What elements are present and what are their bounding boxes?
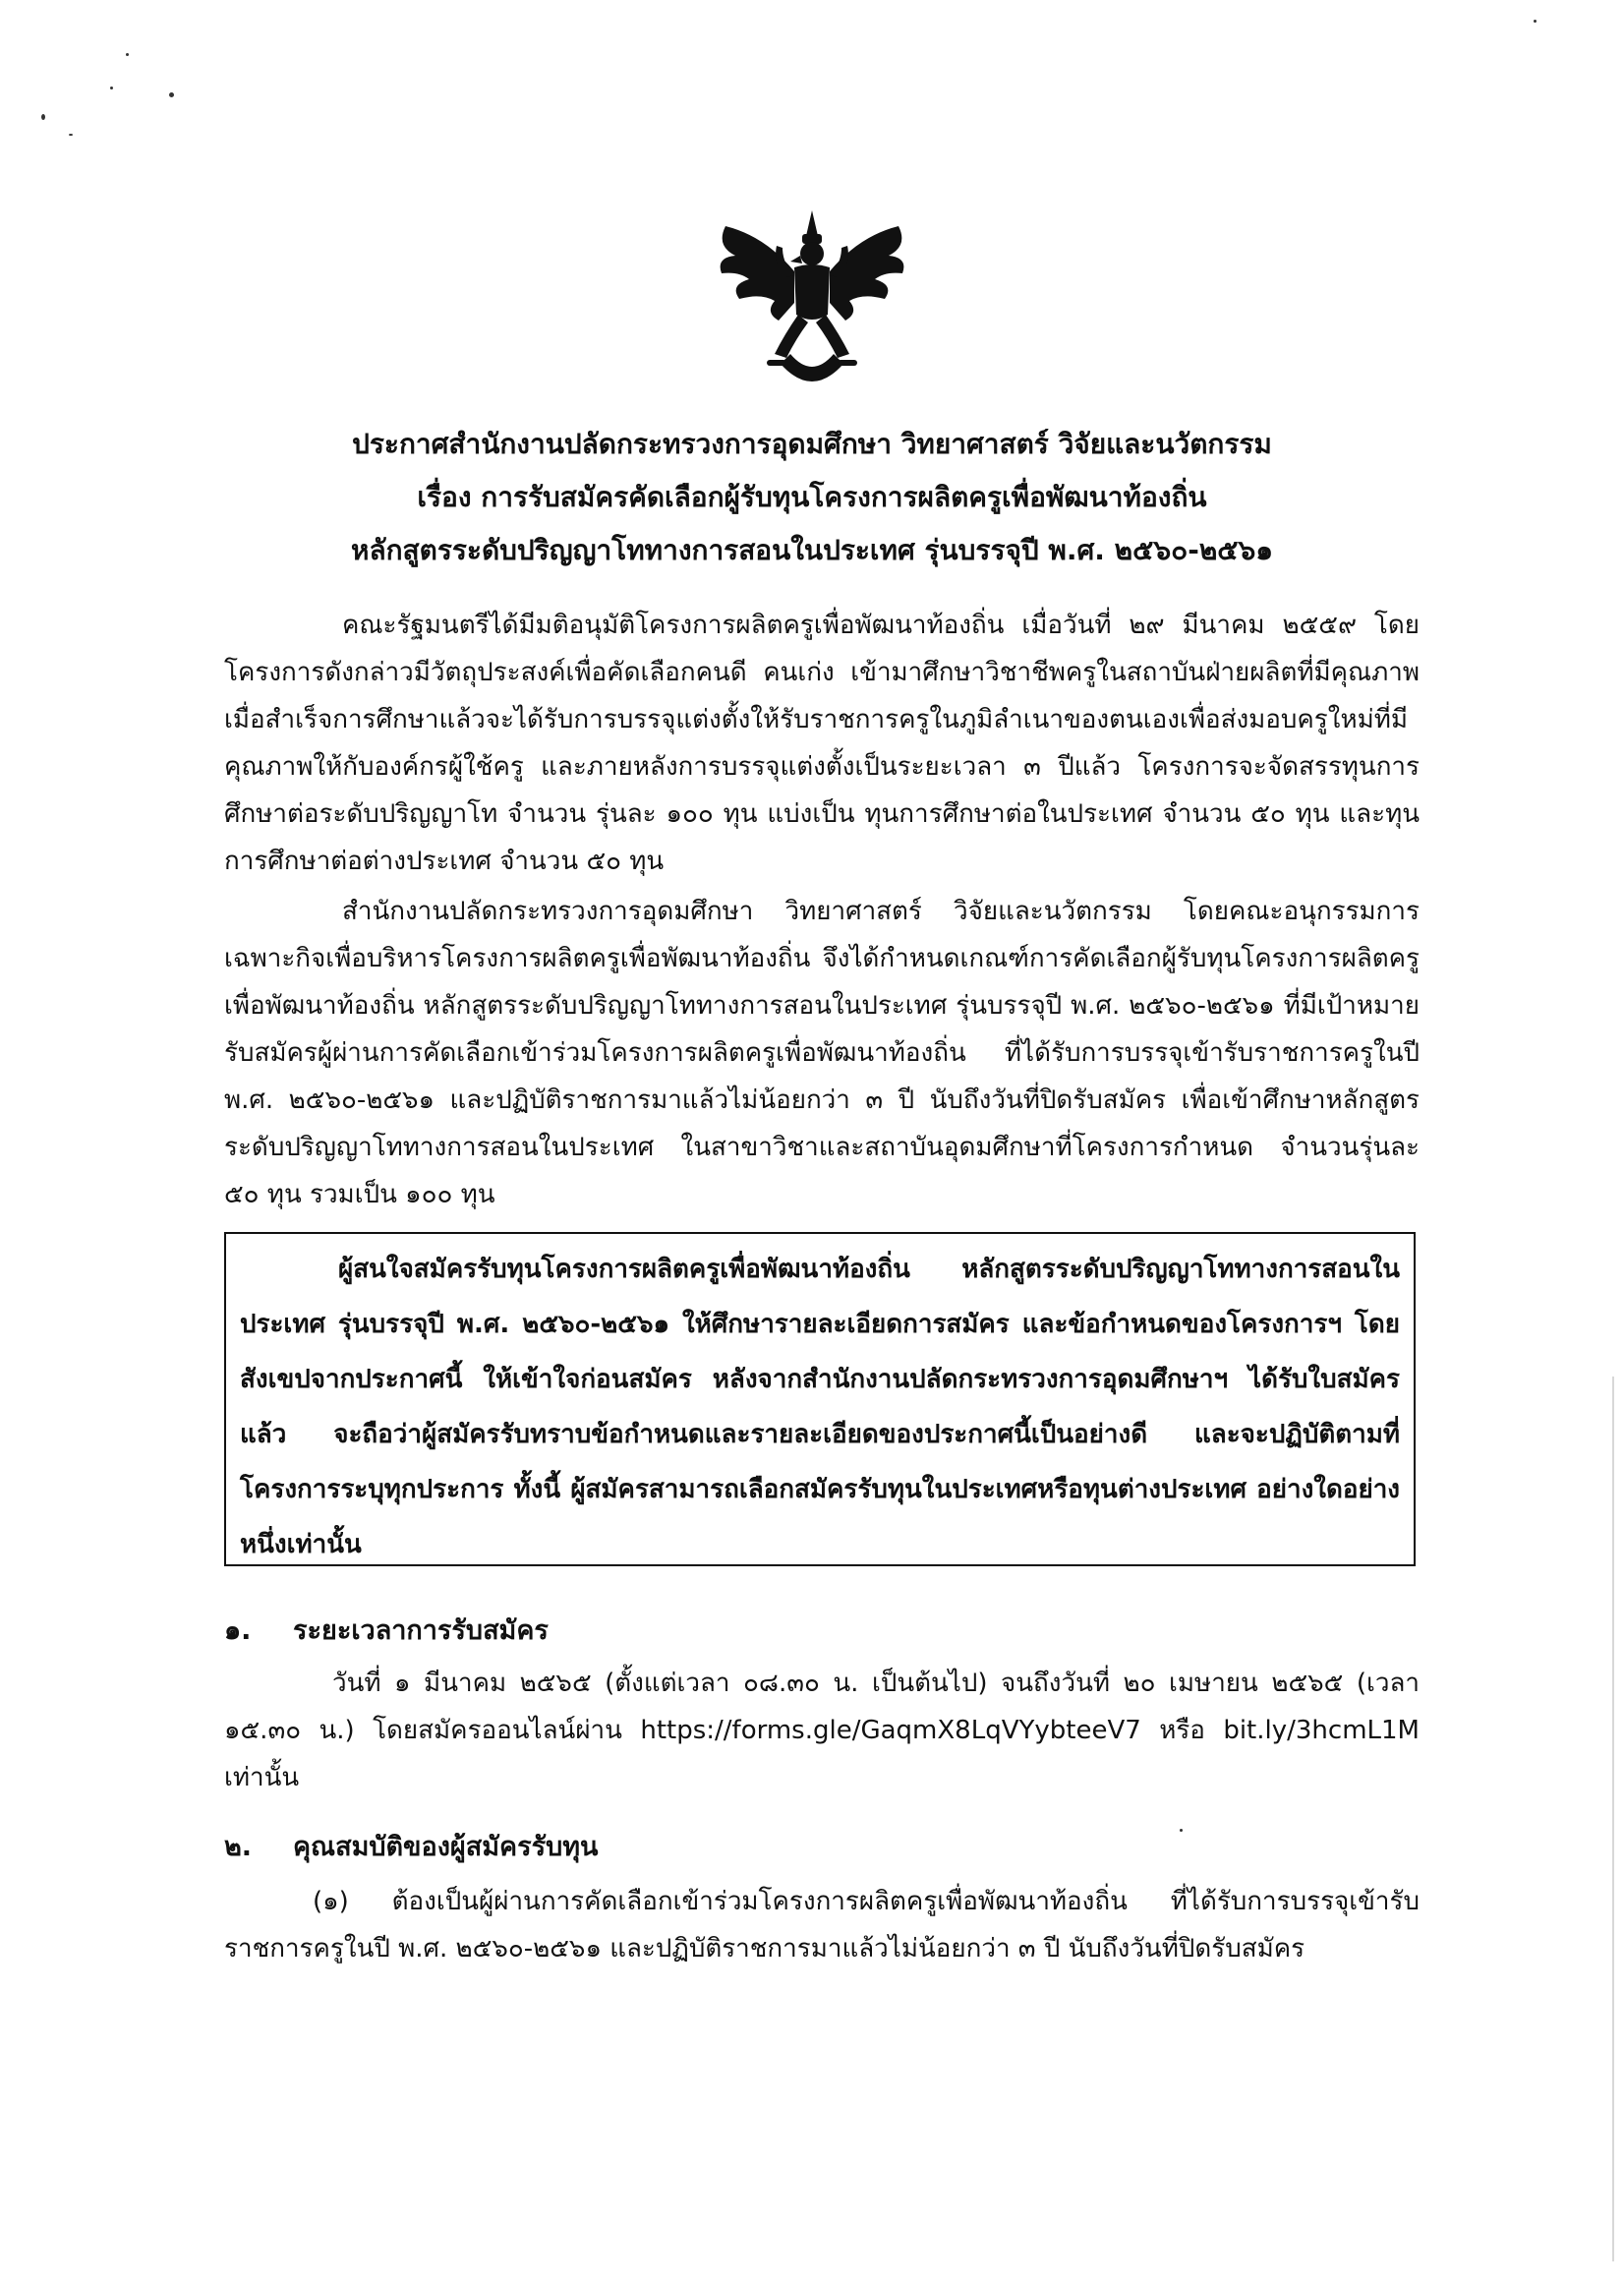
paragraph-2	[224, 888, 1420, 1218]
section-2-body	[224, 1878, 1420, 1972]
short-link[interactable]: bit.ly/3hcmL1M	[1223, 1716, 1420, 1745]
section-2-title	[224, 1825, 598, 1867]
garuda-emblem-icon	[696, 206, 928, 393]
section-1-label: ระยะเวลาการรับสมัคร	[293, 1615, 549, 1646]
scan-speck	[110, 87, 113, 89]
section-1-text-after: เท่านั้น	[224, 1763, 300, 1792]
scan-speck	[169, 92, 174, 97]
section-2-label: คุณสมบัติของผู้สมัครรับทุน	[293, 1832, 599, 1862]
scan-speck	[1534, 20, 1537, 23]
scan-speck	[126, 53, 129, 56]
notice-text	[240, 1242, 1400, 1572]
notice-text-body: ผู้สนใจสมัครรับทุนโครงการผลิตครูเพื่อพัฒนาท้องถิ่น หลักสูตรระดับปริญญาโททางการสอนในประเทศ รุ่นบรรจุปี พ.ศ. ๒๕๖๐-๒๕๖๑ ให้ศึกษารายละเอียดการสมัคร และข้อกำหนดของโครงการฯ โดยสังเขปจากประกาศนี้ ให้เข้าใจก่อนสมัคร หลังจากสำนักงานปลัดกระทรวงการอุดมศึกษาฯ ได้รับใบสมัครแล้ว จะถือว่าผู้สมัครรับทราบข้อกำหนดและรายละเอียดของประกาศนี้เป็นอย่างดี และจะปฏิบัติตามที่โครงการระบุทุกประการ ทั้งนี้ ผู้สมัครสามารถเลือกสมัครรับทุนในประเทศหรือทุนต่างประเทศ อย่างใดอย่างหนึ่งเท่านั้น	[240, 1255, 1400, 1559]
section-1-body	[224, 1660, 1420, 1801]
document-heading	[226, 418, 1398, 577]
scan-speck	[1180, 1829, 1183, 1832]
scan-speck	[41, 114, 45, 120]
heading-line-3: หลักสูตรระดับปริญญาโททางการสอนในประเทศ รุ่นบรรจุปี พ.ศ. ๒๕๖๐-๒๕๖๑	[350, 534, 1274, 566]
section-1-title	[224, 1609, 549, 1651]
section-2-item-1: (๑) ต้องเป็นผู้ผ่านการคัดเลือกเข้าร่วมโครงการผลิตครูเพื่อพัฒนาท้องถิ่น ที่ได้รับการบรรจุเข้ารับราชการครูในปี พ.ศ. ๒๕๖๐-๒๕๖๑ และปฏิบัติราชการมาแล้วไม่น้อยกว่า ๓ ปี นับถึงวันที่ปิดรับสมัคร	[224, 1887, 1420, 1964]
section-1-text-before: วันที่ ๑ มีนาคม ๒๕๖๕ (ตั้งแต่เวลา ๐๘.๓๐ น. เป็นต้นไป) จนถึงวันที่ ๒๐ เมษายน ๒๕๖๕ (เวลา ๑๕.๓๐ น.) โดยสมัครออนไลน์ผ่าน	[224, 1669, 1420, 1745]
paragraph-1-text: คณะรัฐมนตรีได้มีมติอนุมัติโครงการผลิตครูเพื่อพัฒนาท้องถิ่น เมื่อวันที่ ๒๙ มีนาคม ๒๕๕๙ โดยโครงการดังกล่าวมีวัตถุประสงค์เพื่อคัดเลือกคนดี คนเก่ง เข้ามาศึกษาวิชาชีพครูในสถาบันฝ่ายผลิตที่มีคุณภาพ เมื่อสำเร็จการศึกษาแล้วจะได้รับการบรรจุแต่งตั้งให้รับราชการครูในภูมิลำเนาของตนเองเพื่อส่งมอบครูใหม่ที่มีคุณภาพให้กับองค์กรผู้ใช้ครู และภายหลังการบรรจุแต่งตั้งเป็นระยะเวลา ๓ ปีแล้ว โครงการจะจัดสรรทุนการศึกษาต่อระดับปริญญาโท จำนวน รุ่นละ ๑๐๐ ทุน แบ่งเป็น ทุนการศึกษาต่อในประเทศ จำนวน ๕๐ ทุน และทุนการศึกษาต่อต่างประเทศ จำนวน ๕๐ ทุน	[224, 611, 1420, 876]
section-2-number: ๒.	[224, 1832, 253, 1862]
notice-box	[224, 1232, 1416, 1566]
section-1-text-mid: หรือ	[1140, 1716, 1224, 1745]
application-form-link[interactable]: https://forms.gle/GaqmX8LqVYybteeV7	[640, 1716, 1141, 1745]
paragraph-1	[224, 602, 1420, 885]
scan-edge-line	[1612, 1377, 1614, 2261]
scan-speck	[69, 134, 73, 136]
section-1-number: ๑.	[224, 1615, 252, 1646]
heading-line-2: เรื่อง การรับสมัครคัดเลือกผู้รับทุนโครงการผลิตครูเพื่อพัฒนาท้องถิ่น	[417, 481, 1207, 513]
paragraph-2-text: สำนักงานปลัดกระทรวงการอุดมศึกษา วิทยาศาสตร์ วิจัยและนวัตกรรม โดยคณะอนุกรรมการเฉพาะกิจเพื่อบริหารโครงการผลิตครูเพื่อพัฒนาท้องถิ่น จึงได้กำหนดเกณฑ์การคัดเลือกผู้รับทุนโครงการผลิตครูเพื่อพัฒนาท้องถิ่น หลักสูตรระดับปริญญาโททางการสอนในประเทศ รุ่นบรรจุปี พ.ศ. ๒๕๖๐-๒๕๖๑ ที่มีเป้าหมายรับสมัครผู้ผ่านการคัดเลือกเข้าร่วมโครงการผลิตครูเพื่อพัฒนาท้องถิ่น ที่ได้รับการบรรจุเข้ารับราชการครูในปี พ.ศ. ๒๕๖๐-๒๕๖๑ และปฏิบัติราชการมาแล้วไม่น้อยกว่า ๓ ปี นับถึงวันที่ปิดรับสมัคร เพื่อเข้าศึกษาหลักสูตรระดับปริญญาโททางการสอนในประเทศ ในสาขาวิชาและสถาบันอุดมศึกษาที่โครงการกำหนด จำนวนรุ่นละ ๕๐ ทุน รวมเป็น ๑๐๐ ทุน	[224, 897, 1420, 1209]
heading-line-1: ประกาศสำนักงานปลัดกระทรวงการอุดมศึกษา วิทยาศาสตร์ วิจัยและนวัตกรรม	[352, 428, 1272, 460]
